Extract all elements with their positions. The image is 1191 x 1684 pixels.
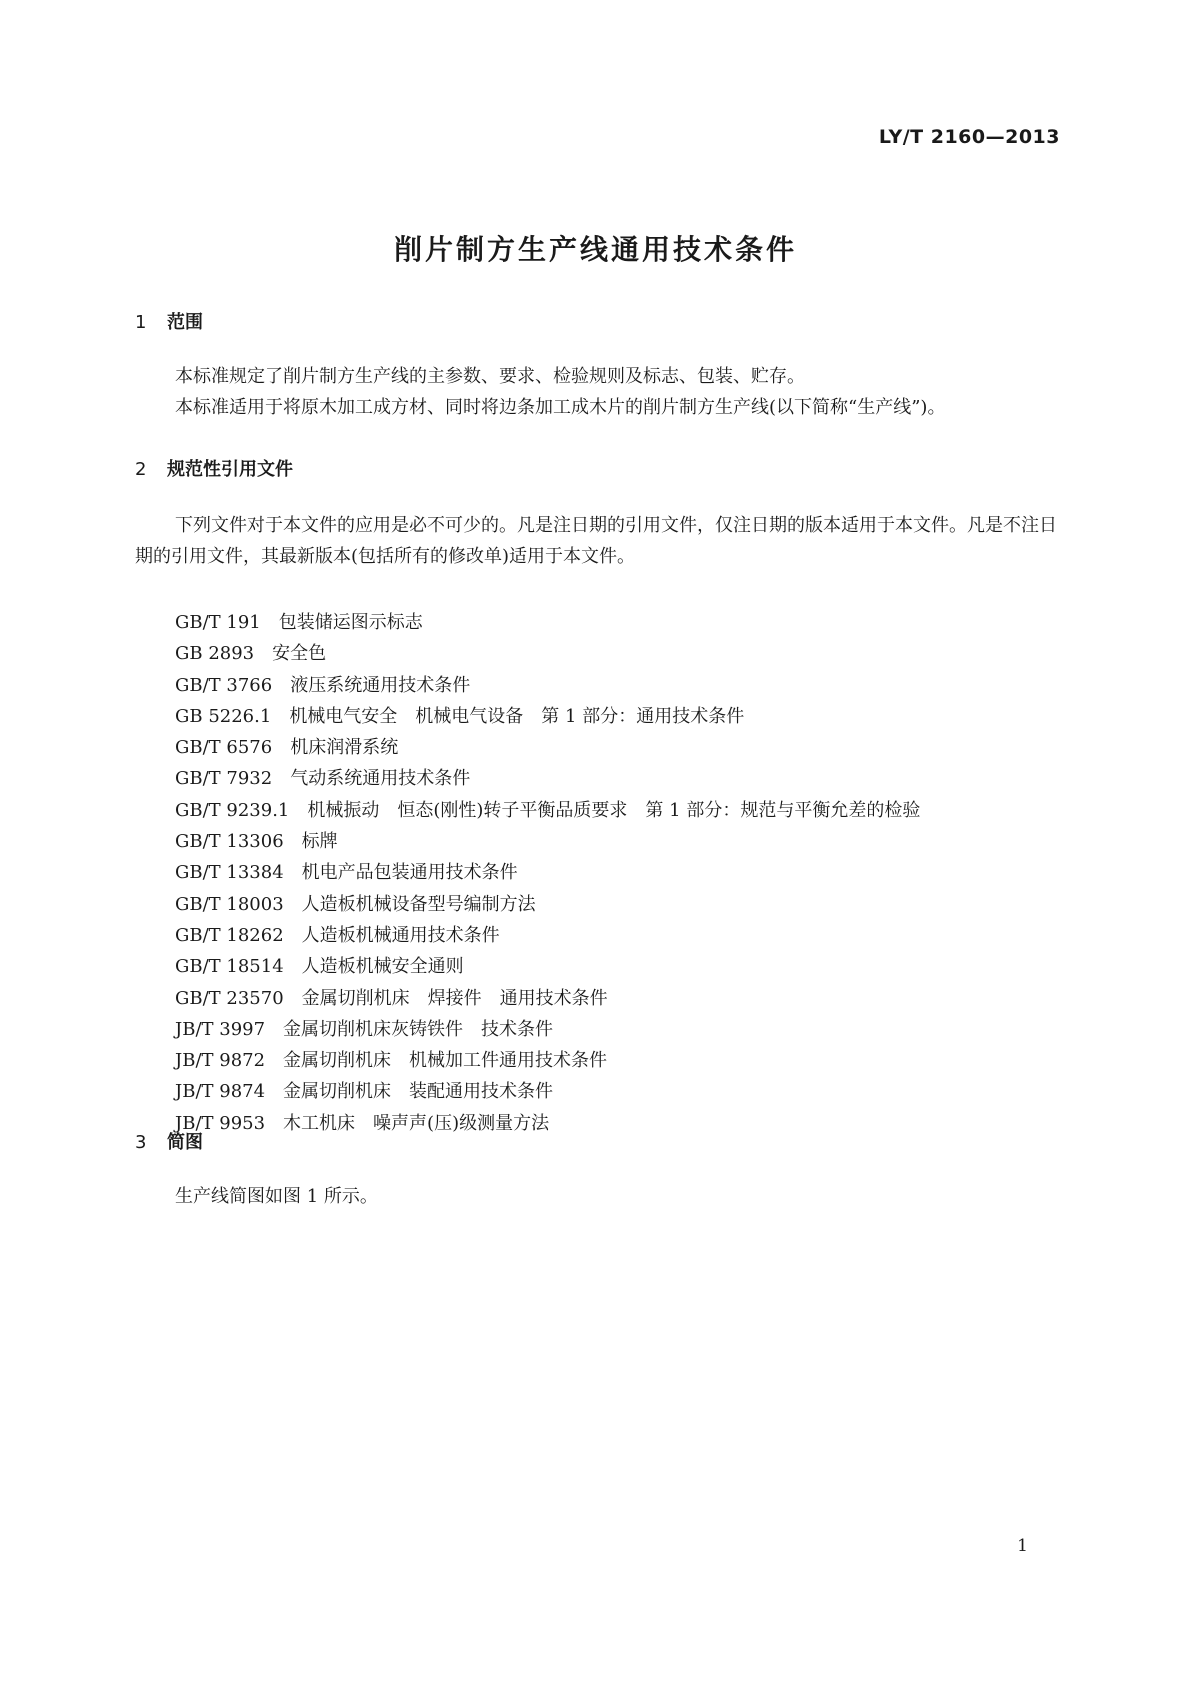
reference-title: 金属切削机床灰铸铁件 技术条件	[283, 1018, 554, 1040]
reference-item	[175, 920, 920, 951]
section-1-heading	[135, 308, 203, 334]
reference-code: JB/T 9953	[175, 1112, 266, 1134]
reference-code: GB/T 18262	[175, 924, 284, 946]
reference-title: 金属切削机床 装配通用技术条件	[283, 1081, 554, 1103]
reference-title: 机械振动 恒态(刚性)转子平衡品质要求 第 1 部分：规范与平衡允差的检验	[307, 799, 921, 821]
reference-title: 机械电气安全 机械电气设备 第 1 部分：通用技术条件	[289, 705, 745, 727]
section-number: 1	[135, 312, 147, 333]
reference-item	[175, 795, 920, 826]
reference-code: GB/T 18003	[175, 893, 284, 915]
section-1-paragraph-1: 本标准规定了削片制方生产线的主参数、要求、检验规则及标志、包装、贮存。	[175, 366, 805, 387]
standard-code: LY/T 2160—2013	[878, 126, 1060, 148]
reference-title: 金属切削机床 机械加工件通用技术条件	[283, 1050, 608, 1072]
reference-item	[175, 638, 920, 669]
reference-code: GB/T 6576	[175, 737, 273, 759]
reference-code: GB 5226.1	[175, 705, 272, 727]
reference-code: GB/T 18514	[175, 956, 284, 978]
reference-code: GB/T 23570	[175, 987, 284, 1009]
reference-item	[175, 951, 920, 982]
section-2-intro: 下列文件对于本文件的应用是必不可少的。凡是注日期的引用文件，仅注日期的版本适用于本文件。凡是不注日期的引用文件，其最新版本(包括所有的修改单)适用于本文件。	[135, 515, 1057, 567]
reference-item	[175, 826, 920, 857]
reference-code: GB/T 9239.1	[175, 799, 290, 821]
reference-title: 人造板机械通用技术条件	[301, 924, 500, 946]
reference-title: 标牌	[301, 831, 338, 853]
reference-code: GB/T 13306	[175, 831, 284, 853]
section-number: 3	[135, 1132, 147, 1153]
reference-item	[175, 983, 920, 1014]
section-3-paragraph-1: 生产线简图如图 1 所示。	[175, 1186, 378, 1207]
reference-code: JB/T 9874	[175, 1081, 266, 1103]
reference-title: 液压系统通用技术条件	[290, 674, 471, 696]
reference-code: GB/T 13384	[175, 862, 284, 884]
reference-title: 金属切削机床 焊接件 通用技术条件	[301, 987, 608, 1009]
reference-code: JB/T 9872	[175, 1050, 266, 1072]
section-number: 2	[135, 459, 147, 480]
reference-title: 人造板机械安全通则	[301, 956, 464, 978]
reference-title: 机床润滑系统	[290, 737, 399, 759]
reference-title: 包装储运图示标志	[278, 612, 423, 633]
reference-code: GB/T 3766	[175, 674, 273, 696]
section-title: 范围	[167, 312, 203, 333]
section-title: 规范性引用文件	[167, 459, 293, 480]
reference-item	[175, 1045, 920, 1076]
reference-code: JB/T 3997	[175, 1018, 266, 1040]
section-3-heading	[135, 1128, 203, 1154]
reference-code: GB 2893	[175, 643, 255, 665]
reference-title: 安全色	[272, 643, 327, 665]
section-2-heading	[135, 455, 293, 481]
normative-reference-list	[175, 607, 920, 1139]
reference-item	[175, 1076, 920, 1107]
reference-item	[175, 857, 920, 888]
reference-code: GB/T 7932	[175, 768, 273, 790]
reference-title: 气动系统通用技术条件	[290, 768, 471, 790]
reference-title: 机电产品包装通用技术条件	[301, 862, 518, 884]
reference-item	[175, 1014, 920, 1045]
section-title: 简图	[167, 1132, 203, 1153]
reference-title: 木工机床 噪声声(压)级测量方法	[283, 1112, 550, 1134]
reference-item	[175, 701, 920, 732]
reference-item	[175, 763, 920, 794]
document-title: 削片制方生产线通用技术条件	[393, 233, 797, 266]
reference-item	[175, 889, 920, 920]
reference-item	[175, 607, 920, 638]
reference-item	[175, 1108, 920, 1139]
reference-item	[175, 670, 920, 701]
reference-item	[175, 732, 920, 763]
reference-title: 人造板机械设备型号编制方法	[301, 893, 536, 915]
section-1-paragraph-2: 本标准适用于将原木加工成方材、同时将边条加工成木片的削片制方生产线(以下简称“生产线”)。	[175, 397, 946, 418]
page-number: 1	[1017, 1536, 1028, 1556]
reference-code: GB/T 191	[175, 612, 261, 633]
